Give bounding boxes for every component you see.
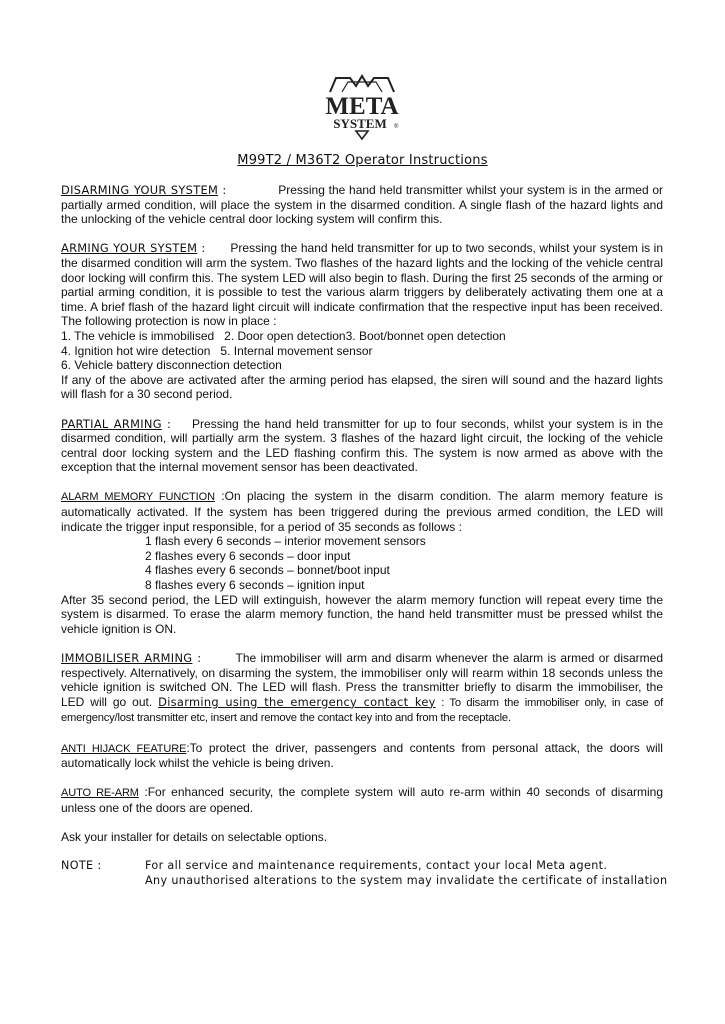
registered-mark: ® xyxy=(394,124,399,130)
section-alarm-memory xyxy=(61,489,663,636)
anti-hijack-text: To protect the driver, passengers and contents from personal attack, the doors will automatically lock whilst the vehicle is being driven. xyxy=(61,740,663,771)
section-immobiliser xyxy=(61,651,663,726)
partial-arming-text: Pressing the hand held transmitter for up to four seconds, whilst your system is in the disarmed condition, will partially arm the system. 3 flashes of the hazard light circuit, the locking of the vehicle central door locking system and the LED flashing confirm this. The system is now armed as above with the exception that the internal movement sensor has been deactivated. xyxy=(61,416,663,475)
heading-emergency-key: Disarming using the emergency contact key xyxy=(158,694,436,709)
logo-word-system: SYSTEM xyxy=(333,116,387,131)
section-installer xyxy=(61,830,663,845)
alarm-memory-after-text: After 35 second period, the LED will extinguish, however the alarm memory function will repeat every time the system is disarmed. To erase the alarm memory function, the hand held transmitter must be pressed whilst the vehicle ignition is ON. xyxy=(61,592,663,636)
heading-separator: : xyxy=(214,489,225,504)
section-note xyxy=(61,859,668,888)
heading-alarm-memory: ALARM MEMORY FUNCTION xyxy=(61,491,215,504)
note-line-2: Any unauthorised alterations to the system may invalidate the certificate of installation xyxy=(145,873,668,887)
meta-system-logo xyxy=(318,72,406,140)
memory-code-3: 4 flashes every 6 seconds – bonnet/boot input xyxy=(145,563,390,578)
auto-rearm-text: For enhanced security, the complete system will auto re-arm within 40 seconds of disarming unless one of the doors are opened. xyxy=(61,785,664,815)
section-auto-rearm xyxy=(61,785,663,815)
protection-line-2: 4. Ignition hot wire detection 5. Internal movement sensor xyxy=(61,343,373,358)
heading-disarming: DISARMING YOUR SYSTEM xyxy=(61,183,219,197)
heading-arming: ARMING YOUR SYSTEM xyxy=(61,241,198,256)
heading-immobiliser: IMMOBILISER ARMING xyxy=(61,651,193,665)
heading-auto-rearm: AUTO RE-ARM xyxy=(61,787,139,800)
heading-partial-arming: PARTIAL ARMING xyxy=(61,416,162,431)
memory-code-2: 2 flashes every 6 seconds – door input xyxy=(145,548,351,563)
section-arming xyxy=(61,241,663,402)
note-line-1: For all service and maintenance requirements, contact your local Meta agent. xyxy=(145,859,608,873)
arming-text: Pressing the hand held transmitter for up to two seconds, whilst your system is in the disarmed condition will arm the system. Two flashes of the hazard lights and the locking of the vehicle central door locking will confirm this. The system LED will also begin to flash. During the first 25 seconds of the arming or partial arming condition, it is possible to test the various alarm triggers by deliberately activating them one at a time. A brief flash of the hazard light circuit will indicate confirmation that the respective input has been received. The following protection is now in place : xyxy=(61,241,663,329)
heading-separator: : xyxy=(186,740,190,755)
heading-separator: : xyxy=(161,416,193,431)
heading-separator: : xyxy=(197,241,231,256)
emergency-key-text: : To disarm the immobiliser only, in case of emergency/lost transmitter etc, insert and remove the contact key into and from the receptacle. xyxy=(61,696,663,725)
note-label: NOTE : xyxy=(61,859,102,873)
logo-pointer-icon xyxy=(356,131,368,139)
protection-line-1: 1. The vehicle is immobilised 2. Door open detection3. Boot/bonnet open detection xyxy=(61,328,506,343)
disarming-text: Pressing the hand held transmitter whilst your system is in the armed or partially armed condition, will place the system in the disarmed condition. A single flash of the hazard lights and the unlocking of the vehicle central door locking system will confirm this. xyxy=(61,183,664,227)
installer-text: Ask your installer for details on selectable options. xyxy=(61,830,328,845)
memory-code-4: 8 flashes every 6 seconds – ignition input xyxy=(145,578,365,593)
alarm-memory-text: On placing the system in the disarm condition. The alarm memory feature is automatically activated. If the system has been triggered during the previous armed condition, the LED will indicate the trigger input responsible, for a period of 35 seconds as follows : xyxy=(61,489,664,534)
document-body xyxy=(61,183,668,889)
crown-icon xyxy=(330,76,394,92)
protection-line-3: 6. Vehicle battery disconnection detection xyxy=(61,358,282,373)
section-anti-hijack xyxy=(61,741,663,771)
logo-word-meta: META xyxy=(325,93,399,120)
document-title: M99T2 / M36T2 Operator Instructions xyxy=(237,153,488,168)
memory-code-1: 1 flash every 6 seconds – interior movement sensors xyxy=(145,534,426,549)
heading-separator: : xyxy=(218,183,279,197)
immobiliser-text: The immobiliser will arm and disarm whenever the alarm is armed or disarmed respectively. Alternatively, on disarming the system, the immobiliser only will rearm within 18 seconds unless the vehicle ignition is switched ON. The LED will flash. Press the transmitter briefly to disarm the immobiliser, the LED will go out. xyxy=(61,651,663,709)
arming-after-text: If any of the above are activated after the arming period has elapsed, the siren will sound and the hazard lights will flash for a 30 second period. xyxy=(61,372,663,402)
heading-anti-hijack: ANTI HIJACK FEATURE xyxy=(61,742,187,755)
heading-separator: : xyxy=(138,785,148,800)
heading-separator: : xyxy=(192,651,236,665)
section-partial-arming xyxy=(61,417,663,475)
section-disarming xyxy=(61,183,663,227)
